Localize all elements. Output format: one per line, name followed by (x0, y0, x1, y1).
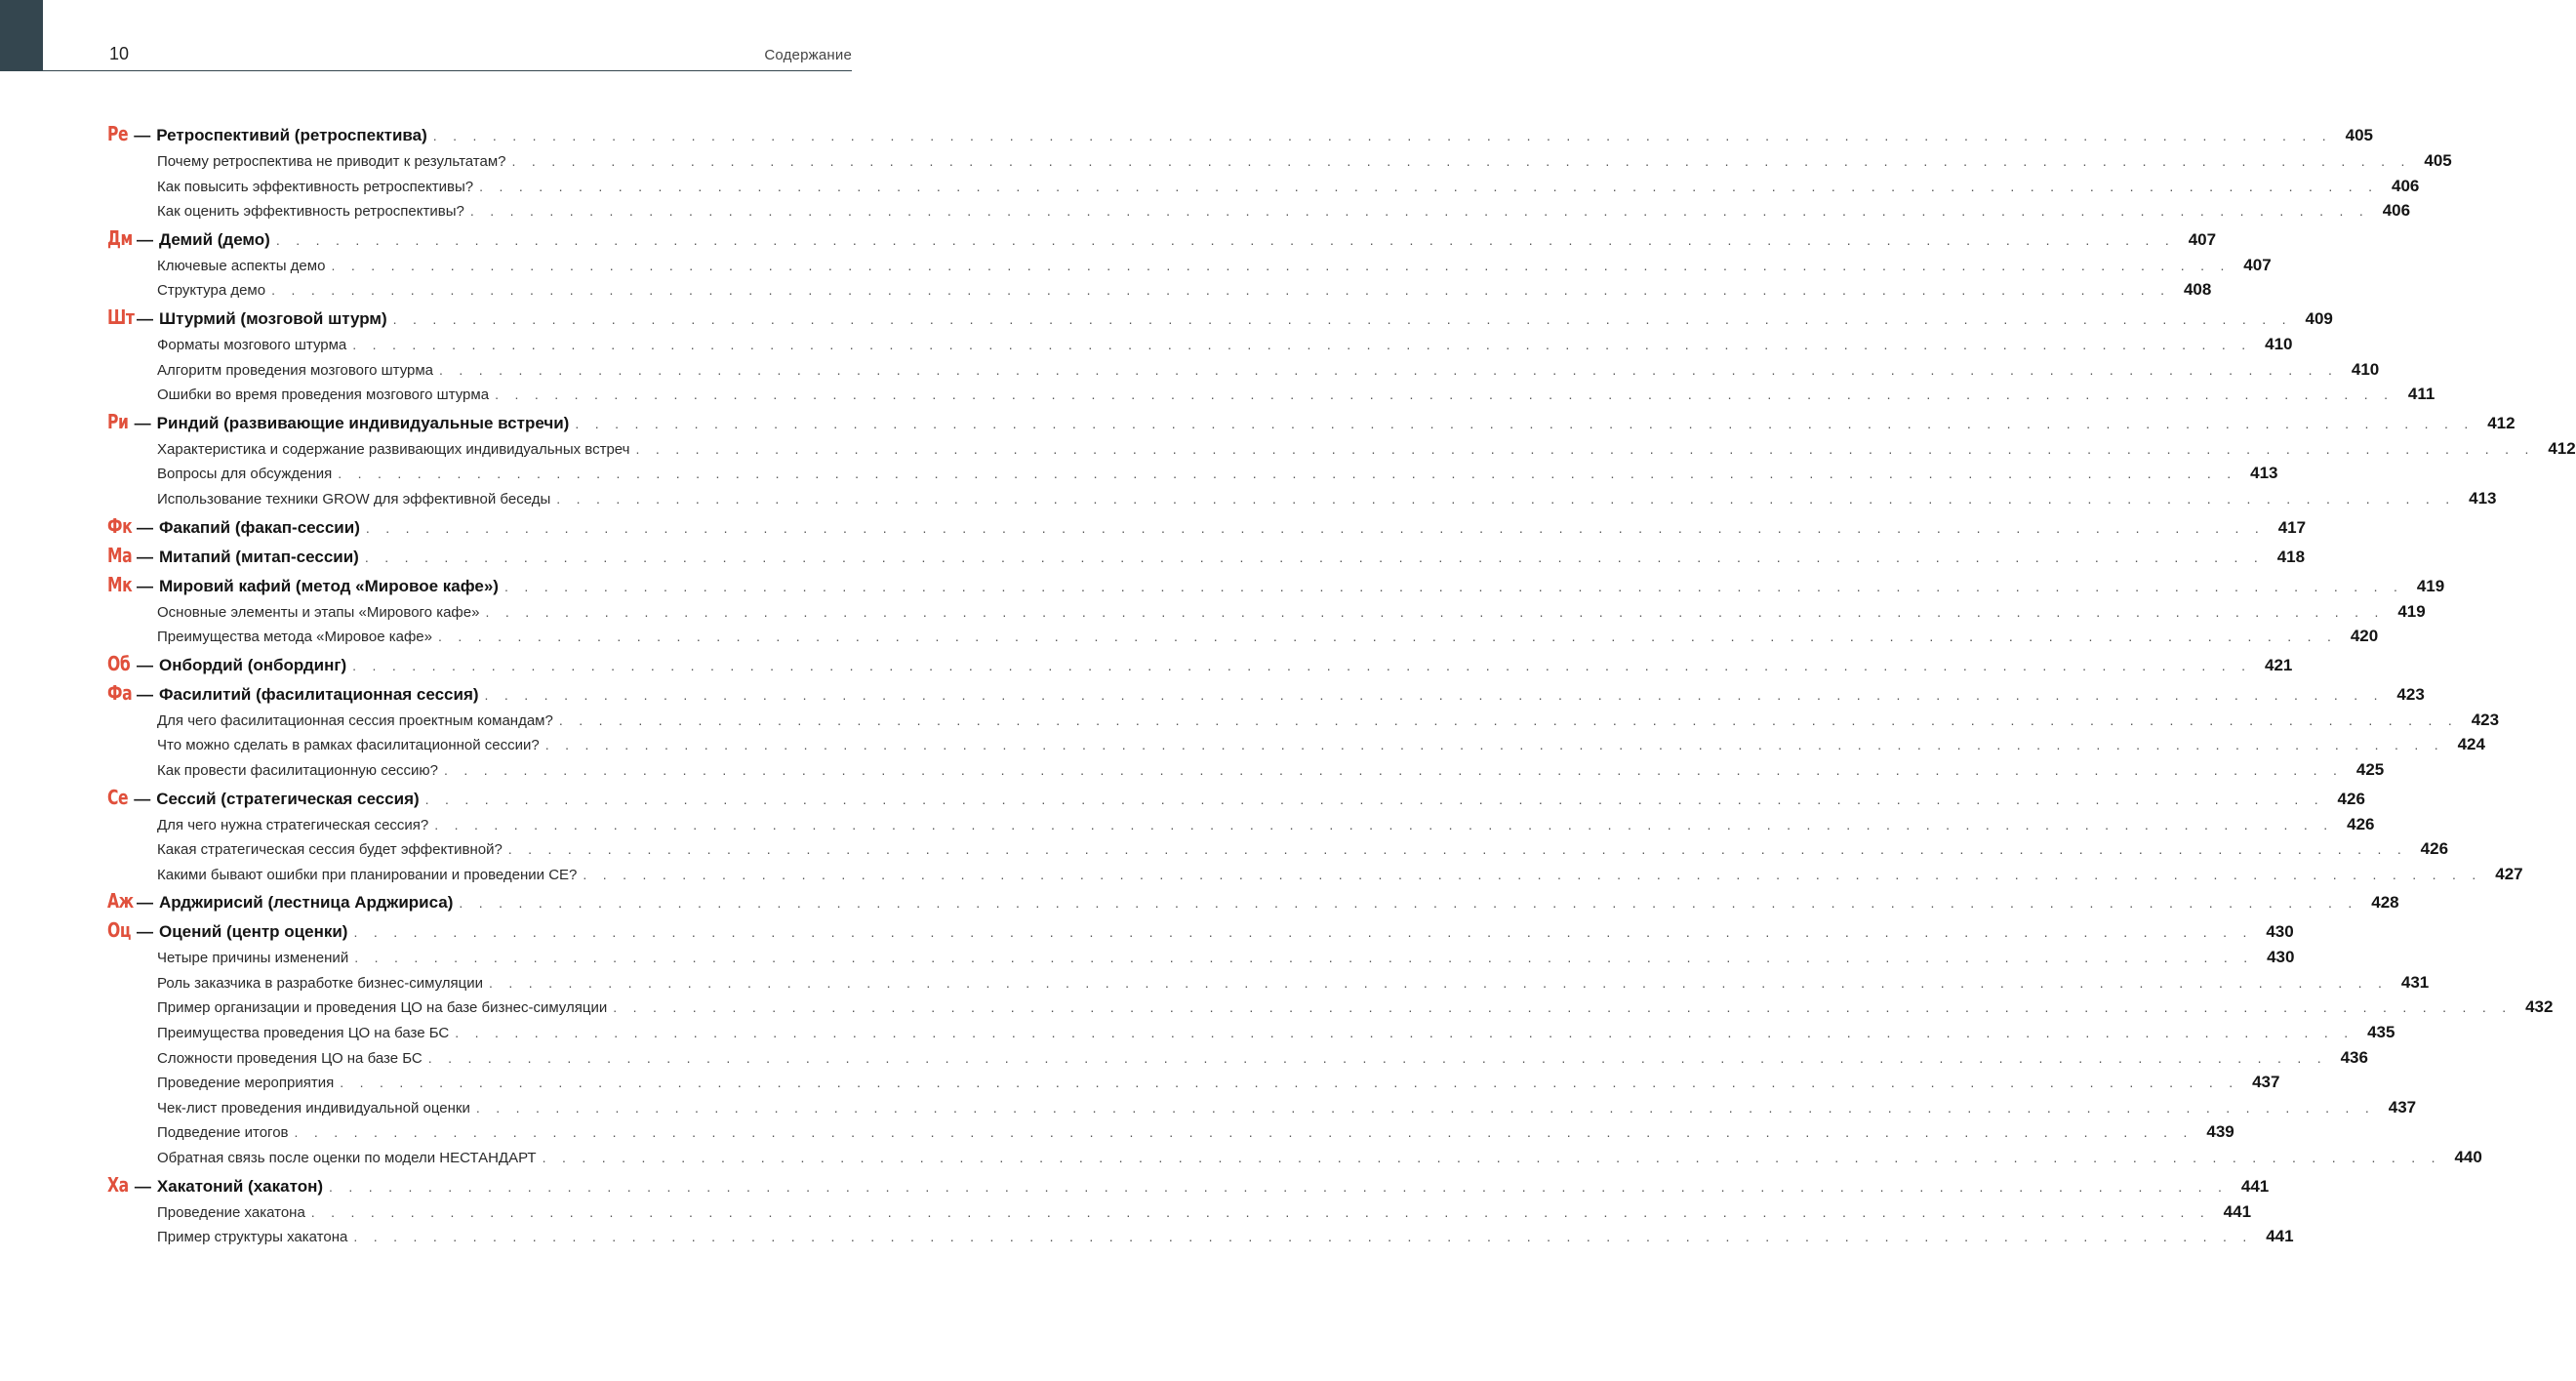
section-title: Как оценить эффективность ретроспективы? (157, 203, 464, 221)
toc-section-row[interactable] (107, 151, 2452, 177)
section-page-ref: 406 (2392, 176, 2420, 195)
dot-leader (504, 579, 2403, 594)
title-dash: — (134, 413, 151, 432)
toc-section-row[interactable] (107, 488, 2497, 514)
section-title: Форматы мозгового штурма (157, 336, 347, 353)
title-dash: — (134, 789, 151, 808)
toc-section-row[interactable] (107, 735, 2485, 760)
section-page-ref: 413 (2250, 464, 2278, 483)
chapter-page-ref: 407 (2188, 229, 2217, 249)
dot-leader (476, 1100, 2375, 1116)
corner-accent-block (0, 0, 43, 71)
dot-leader (352, 337, 2251, 352)
section-page-ref: 426 (2420, 839, 2449, 859)
toc-section-row[interactable] (107, 334, 2293, 360)
section-page-ref: 435 (2367, 1023, 2395, 1042)
toc-chapter-row[interactable] (107, 1172, 2270, 1202)
section-title: Вопросы для обсуждения (157, 466, 333, 483)
chapter-title: Ретроспективий (ретроспектива) (156, 126, 427, 144)
chapter-code: Ре (107, 122, 129, 145)
dot-leader (583, 867, 2481, 882)
dot-leader (459, 895, 2357, 911)
section-title: Проведение хакатона (157, 1203, 305, 1221)
chapter-page-ref: 421 (2265, 655, 2293, 674)
chapter-title: Фасилитий (фасилитационная сессия) (159, 684, 479, 704)
chapter-title: Онбордий (онбординг) (158, 655, 347, 674)
section-title: Обратная связь после оценки по модели НЕСТАНДАРТ (157, 1150, 537, 1167)
section-title: Какая стратегическая сессия будет эффективной? (157, 841, 503, 859)
chapter-page-ref: 423 (2396, 684, 2425, 704)
section-title: Проведение мероприятия (157, 1075, 335, 1092)
section-title: Сложности проведения ЦО на базе БС (157, 1049, 423, 1067)
running-head: Содержание (764, 47, 852, 63)
section-page-ref: 424 (2457, 735, 2485, 754)
section-title: Подведение итогов (157, 1124, 289, 1142)
toc-section-row[interactable] (107, 601, 2426, 628)
dot-leader (613, 999, 2512, 1015)
toc-section-row[interactable] (107, 1148, 2482, 1173)
dot-leader (438, 629, 2337, 644)
chapter-title: Митапий (митап-сессии) (159, 547, 359, 566)
title-dash: — (136, 655, 153, 674)
section-page-ref: 427 (2495, 864, 2523, 883)
dot-leader (428, 1050, 2327, 1066)
section-page-ref: 407 (2243, 255, 2272, 274)
chapter-code: Дм (107, 225, 133, 250)
chapter-page-ref: 428 (2371, 893, 2399, 913)
chapter-code: Аж (107, 889, 134, 914)
dot-leader (479, 179, 2378, 194)
section-page-ref: 439 (2206, 1122, 2234, 1142)
dot-leader (559, 712, 2458, 728)
chapter-title: Риндий (развивающие индивидуальные встречи) (156, 413, 570, 432)
dot-leader (455, 1025, 2354, 1040)
toc-section-row[interactable] (107, 948, 2295, 973)
toc-chapter-row[interactable] (107, 409, 2516, 439)
table-of-contents (107, 122, 2576, 1252)
dot-leader (556, 491, 2455, 507)
title-dash: — (137, 517, 153, 537)
chapter-code: Шт (107, 305, 135, 329)
dot-leader (393, 311, 2292, 327)
title-dash: — (137, 576, 153, 595)
section-page-ref: 420 (2350, 627, 2379, 646)
title-dash: — (134, 126, 151, 144)
dot-leader (545, 737, 2444, 752)
dot-leader (489, 975, 2388, 991)
toc-section-row[interactable] (107, 464, 2278, 489)
section-title: Чек-лист проведения индивидуальной оценки (157, 1099, 470, 1117)
section-title: Как провести фасилитационную сессию? (157, 761, 439, 779)
section-title: Преимущества метода «Мировое кафе» (157, 629, 432, 646)
toc-chapter-row[interactable] (107, 572, 2445, 602)
section-title: Преимущества проведения ЦО на базе БС (157, 1025, 450, 1042)
toc-chapter-row[interactable] (107, 785, 2365, 815)
section-title: Основные элементы и этапы «Мирового кафе» (157, 603, 480, 621)
dot-leader (470, 203, 2369, 219)
toc-section-row[interactable] (107, 1023, 2395, 1048)
chapter-title: Мировий кафий (метод «Мировое кафе») (159, 576, 499, 595)
toc-chapter-row[interactable] (107, 305, 2333, 335)
toc-chapter-row[interactable] (107, 651, 2293, 681)
chapter-code: Фа (107, 680, 133, 705)
section-page-ref: 437 (2252, 1073, 2280, 1092)
section-page-ref: 413 (2469, 488, 2497, 508)
section-title: Что можно сделать в рамках фасилитационной сессии? (157, 737, 540, 754)
chapter-page-ref: 418 (2276, 547, 2306, 566)
dot-leader (365, 549, 2264, 565)
dot-leader (512, 153, 2411, 169)
toc-section-row[interactable] (107, 864, 2523, 890)
section-title: Для чего нужна стратегическая сессия? (157, 816, 429, 833)
section-title: Характеристика и содержание развивающих индивидуальных встреч (157, 440, 630, 458)
dot-leader (485, 604, 2384, 620)
section-title: Почему ретроспектива не приводит к результатам? (157, 153, 506, 170)
chapter-page-ref: 430 (2266, 922, 2294, 942)
toc-section-row[interactable] (107, 1227, 2294, 1252)
dot-leader (311, 1204, 2210, 1220)
dot-leader (635, 441, 2534, 457)
dot-leader (338, 466, 2236, 481)
section-title: Алгоритм проведения мозгового штурма (157, 361, 434, 379)
section-page-ref: 436 (2340, 1047, 2368, 1067)
toc-section-row[interactable] (107, 1122, 2234, 1148)
chapter-code: Об (107, 651, 131, 675)
dot-leader (276, 232, 2175, 248)
section-page-ref: 411 (2407, 385, 2435, 404)
dot-leader (354, 950, 2253, 965)
toc-section-row[interactable] (107, 176, 2420, 202)
section-page-ref: 412 (2548, 438, 2576, 458)
toc-section-row[interactable] (107, 438, 2576, 465)
toc-section-row[interactable] (107, 359, 2380, 386)
dot-leader (352, 658, 2251, 673)
section-page-ref: 408 (2183, 280, 2212, 300)
section-page-ref: 419 (2397, 601, 2426, 621)
section-title: Пример организации и проведения ЦО на базе бизнес-симуляции (157, 999, 608, 1017)
dot-leader (340, 1075, 2238, 1090)
toc-section-row[interactable] (107, 1047, 2368, 1074)
chapter-page-ref: 419 (2416, 576, 2445, 595)
dot-leader (434, 817, 2333, 833)
section-page-ref: 440 (2454, 1148, 2482, 1167)
section-page-ref: 423 (2471, 710, 2500, 729)
section-page-ref: 410 (2265, 334, 2293, 353)
section-page-ref: 410 (2351, 359, 2380, 379)
chapter-code: Ма (107, 543, 133, 567)
section-title: Как повысить эффективность ретроспективы? (157, 178, 474, 195)
section-page-ref: 441 (2266, 1227, 2294, 1246)
section-title: Для чего фасилитационная сессия проектным командам? (157, 711, 553, 729)
toc-chapter-row[interactable] (107, 918, 2294, 948)
chapter-page-ref: 412 (2487, 413, 2516, 432)
section-page-ref: 432 (2525, 997, 2554, 1017)
dot-leader (543, 1150, 2441, 1165)
dot-leader (575, 416, 2474, 431)
section-page-ref: 430 (2267, 948, 2295, 967)
section-title: Какими бывают ошибки при планировании и проведении СЕ? (157, 866, 578, 883)
toc-chapter-row[interactable] (107, 225, 2217, 256)
title-dash: — (137, 547, 153, 566)
toc-section-row[interactable] (107, 385, 2435, 410)
toc-section-row[interactable] (107, 201, 2411, 226)
toc-chapter-row[interactable] (107, 680, 2425, 711)
section-page-ref: 426 (2347, 814, 2375, 833)
dot-leader (295, 1124, 2194, 1140)
toc-section-row[interactable] (107, 280, 2212, 305)
toc-chapter-row[interactable] (107, 889, 2399, 918)
toc-section-row[interactable] (107, 839, 2449, 865)
section-page-ref: 441 (2223, 1201, 2252, 1221)
toc-chapter-row[interactable] (107, 513, 2307, 544)
chapter-title: Сессий (стратегическая сессия) (156, 789, 420, 808)
section-page-ref: 425 (2355, 759, 2385, 779)
dot-leader (329, 1179, 2228, 1195)
toc-section-row[interactable] (107, 1097, 2417, 1123)
dot-leader (433, 128, 2332, 143)
dot-leader (425, 792, 2324, 807)
chapter-page-ref: 409 (2305, 308, 2333, 328)
toc-section-row[interactable] (107, 710, 2500, 736)
section-title: Использование техники GROW для эффективной беседы (157, 490, 551, 508)
section-title: Структура демо (157, 282, 266, 300)
dot-leader (353, 1229, 2252, 1244)
toc-section-row[interactable] (107, 255, 2272, 281)
dot-leader (485, 687, 2384, 703)
toc-section-row[interactable] (107, 1201, 2252, 1228)
chapter-code: Фк (107, 513, 133, 538)
dot-leader (439, 362, 2338, 378)
chapter-page-ref: 417 (2277, 517, 2307, 537)
dot-leader (444, 762, 2343, 778)
section-page-ref: 437 (2388, 1097, 2417, 1117)
dot-leader (331, 258, 2230, 273)
title-dash: — (137, 229, 153, 249)
toc-section-row[interactable] (107, 972, 2430, 998)
chapter-title: Демий (демо) (159, 229, 270, 249)
dot-leader (508, 841, 2407, 857)
dot-leader (495, 386, 2394, 402)
chapter-page-ref: 441 (2240, 1176, 2270, 1196)
title-dash: — (134, 1176, 151, 1196)
chapter-page-ref: 426 (2337, 789, 2365, 808)
toc-chapter-row[interactable] (107, 122, 2373, 151)
section-title: Роль заказчика в разработке бизнес-симуляции (157, 974, 484, 992)
toc-section-row[interactable] (107, 1073, 2280, 1098)
chapter-code: Мк (107, 572, 133, 596)
toc-section-row[interactable] (107, 814, 2375, 840)
title-dash: — (137, 684, 153, 704)
chapter-code: Оц (107, 918, 132, 943)
dot-leader (353, 924, 2252, 940)
chapter-title: Арджирисий (лестница Арджириса) (159, 893, 454, 913)
chapter-page-ref: 405 (2345, 126, 2373, 144)
section-page-ref: 405 (2424, 151, 2452, 170)
chapter-code: Се (107, 785, 129, 809)
toc-section-row[interactable] (107, 997, 2554, 1023)
section-title: Четыре причины изменений (157, 950, 349, 967)
chapter-title: Хакатоний (хакатон) (156, 1176, 324, 1196)
section-title: Ключевые аспекты демо (157, 257, 326, 274)
section-title: Пример структуры хакатона (157, 1229, 348, 1246)
chapter-title: Факапий (факап-сессии) (159, 517, 360, 537)
title-dash: — (137, 893, 153, 913)
section-page-ref: 406 (2382, 201, 2411, 221)
section-title: Ошибки во время проведения мозгового штурма (157, 386, 490, 404)
section-page-ref: 431 (2400, 972, 2430, 992)
header-rule (43, 70, 852, 71)
chapter-code: Ри (107, 409, 129, 433)
toc-section-row[interactable] (107, 759, 2385, 786)
toc-section-row[interactable] (107, 627, 2379, 652)
title-dash: — (137, 922, 153, 942)
dot-leader (366, 520, 2265, 536)
chapter-code: Ха (107, 1172, 129, 1197)
chapter-title: Оцений (центр оценки) (159, 922, 348, 942)
toc-chapter-row[interactable] (107, 543, 2306, 573)
chapter-title: Штурмий (мозговой штурм) (159, 308, 387, 328)
page-number: 10 (109, 44, 130, 63)
dot-leader (271, 282, 2170, 298)
title-dash: — (137, 308, 153, 328)
